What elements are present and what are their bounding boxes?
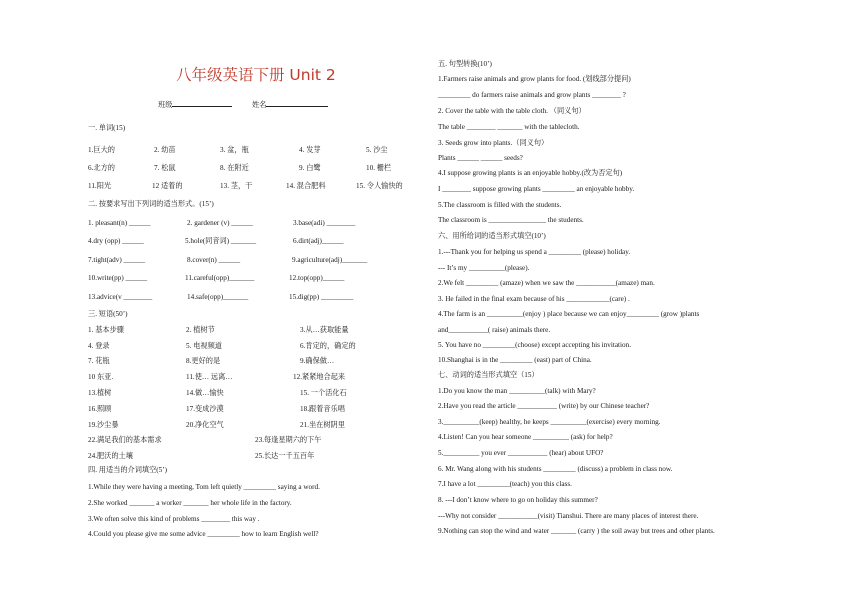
phrase-item: 8.更好的是	[186, 357, 221, 365]
preposition-item: 4.Could you please give me some advice _________ how to learn English well?	[88, 530, 319, 538]
transform-item: 2. Cover the table with the table cloth. （同义句）	[438, 107, 586, 115]
phrase-item: 20.净化空气	[186, 421, 224, 429]
word-form-item: 9.agriculture(adj)_______	[292, 256, 368, 264]
section-5-title: 五. 句型转换(10’)	[438, 60, 492, 68]
transform-item: _________ do farmers raise animals and grow plants ________ ?	[438, 91, 626, 99]
word-fill-item: 3. He failed in the final exam because of his ____________(care) .	[438, 295, 630, 303]
transform-item: The classroom is ________________ the students.	[438, 216, 584, 224]
word-form-item: 8.cover(n) ______	[187, 256, 241, 264]
preposition-item: 2.She worked _______ a worker _______ her whole life in the factory.	[88, 499, 292, 507]
preposition-item: 3.We often solve this kind of problems ________ this way .	[88, 515, 260, 523]
vocab-item: 1.巨大的	[88, 146, 115, 154]
word-form-item: 3.base(adi) ________	[293, 219, 356, 227]
phrase-item: 11.使… 远离…	[186, 373, 233, 381]
verb-form-item: 4.Listen! Can you hear someone __________ (ask) for help?	[438, 433, 613, 441]
vocab-item: 4. 发芽	[299, 146, 321, 154]
phrase-item: 24.肥沃的土壤	[88, 452, 133, 460]
section-2-title: 二. 按要求写出下列词的适当形式。(15’)	[88, 200, 214, 208]
word-fill-item: 4.The farm is an __________(enjoy ) place because we can enjoy_________ (grow )plants	[438, 310, 700, 318]
transform-item: 5.The classroom is filled with the students.	[438, 201, 562, 209]
verb-form-item: 2.Have you read the article ___________ (write) by our Chinese teacher?	[438, 402, 650, 410]
phrase-item: 21.坐在树阴里	[300, 421, 345, 429]
transform-item: 1.Farmers raise animals and grow plants for food. (划线部分提问)	[438, 75, 631, 83]
word-form-item: 6.dirt(adj)______	[293, 237, 344, 245]
verb-form-item: 7.I have a lot _________(teach) you this class.	[438, 480, 572, 488]
word-form-item: 15.dig(pp) _________	[289, 293, 354, 301]
section-7-title: 七、动词的适当形式填空（15）	[438, 371, 539, 379]
section-3-title: 三. 短语(50’)	[88, 310, 128, 318]
phrase-item: 13.植树	[88, 389, 112, 397]
vocab-item: 10. 栅栏	[366, 164, 392, 172]
word-form-item: 5.hole(同音词) _______	[185, 237, 257, 245]
verb-form-item: 1.Do you know the man __________(talk) with Mary?	[438, 387, 596, 395]
phrase-item: 4. 登录	[88, 342, 110, 350]
vocab-item: 12 适着的	[152, 182, 183, 190]
word-form-item: 11.careful(opp)_______	[185, 274, 255, 282]
phrase-item: 25.长达一千五百年	[255, 452, 315, 460]
phrase-item: 23.每逢星期六的下午	[255, 436, 322, 444]
verb-form-item: ---Why not consider ___________(visit) Tianshui. There are many places of interest there.	[438, 512, 699, 520]
phrase-item: 16.照顾	[88, 405, 112, 413]
word-form-item: 2. gardener (v) ______	[187, 219, 253, 227]
name-field	[252, 99, 328, 110]
verb-form-item: 8. ---I don’t know where to go on holiday this summer?	[438, 496, 598, 504]
word-form-item: 12.top(opp)______	[289, 274, 345, 282]
vocab-item: 11.阳光	[88, 182, 112, 190]
name-blank[interactable]	[266, 99, 328, 107]
word-fill-item: 5. You have no _________(choose) except accepting his invitation.	[438, 341, 632, 349]
vocab-item: 3. 盆，瓶	[220, 146, 249, 154]
transform-item: 3. Seeds grow into plants.（同义句）	[438, 139, 549, 147]
vocab-item: 13. 茎，干	[220, 182, 253, 190]
phrase-item: 7. 花瓶	[88, 357, 110, 365]
word-fill-item: and___________( raise) animals there.	[438, 326, 551, 334]
verb-form-item: 9.Nothing can stop the wind and water _______ (carry ) the soil away but trees and other plants.	[438, 527, 715, 535]
phrase-item: 1. 基本步骤	[88, 326, 124, 334]
phrase-item: 3.从…获取能量	[300, 326, 349, 334]
phrase-item: 17.变成沙漠	[186, 405, 224, 413]
section-6-title: 六、用所给词的适当形式填空(10’)	[438, 232, 546, 240]
phrase-item: 2. 植树节	[186, 326, 215, 334]
section-4-title: 四. 用适当的介词填空(5’)	[88, 466, 168, 474]
word-form-item: 14.safe(opp)_______	[187, 293, 249, 301]
vocab-item: 5. 沙尘	[366, 146, 388, 154]
transform-item: The table ________ _______ with the tablecloth.	[438, 123, 580, 131]
transform-item: 4.I suppose growing plants is an enjoyable hobby.(改为否定句)	[438, 169, 623, 177]
class-blank[interactable]	[172, 99, 232, 107]
phrase-item: 19.沙尘暴	[88, 421, 119, 429]
word-form-item: 7.tight(adv) ______	[88, 256, 146, 264]
word-form-item: 10.write(pp) ______	[88, 274, 148, 282]
word-fill-item: 2.We felt _________ (amaze) when we saw the ___________(amaze) man.	[438, 279, 655, 287]
phrase-item: 10 东亚.	[88, 373, 114, 381]
phrase-item: 5. 电视频道	[186, 342, 222, 350]
vocab-item: 15. 令人愉快的	[356, 182, 403, 190]
name-label: 姓名	[252, 101, 267, 109]
word-fill-item: 1.---Thank you for helping us spend a _________ (please) holiday.	[438, 248, 631, 256]
vocab-item: 14. 混合肥料	[286, 182, 326, 190]
phrase-item: 18.跟着音乐唱	[300, 405, 345, 413]
vocab-item: 6.北方的	[88, 164, 115, 172]
class-field	[158, 99, 232, 110]
verb-form-item: 3.__________(keep) healthy, he keeps __________(exercise) every morning.	[438, 418, 661, 426]
section-1-title: 一. 单词(15)	[88, 124, 126, 132]
word-fill-item: --- It’s my __________(please).	[438, 264, 530, 272]
word-fill-item: 10.Shanghai is in the _________ (east) part of China.	[438, 356, 592, 364]
page-title: 八年级英语下册 Unit 2	[176, 66, 336, 84]
vocab-item: 9. 白鹭	[299, 164, 321, 172]
phrase-item: 22.满足我们的基本需求	[88, 436, 162, 444]
vocab-item: 2. 幼苗	[154, 146, 176, 154]
verb-form-item: 6. Mr. Wang along with his students _________ (discuss) a problem in class now.	[438, 465, 673, 473]
phrase-item: 15. 一个活化石	[300, 389, 347, 397]
vocab-item: 7. 松鼠	[154, 164, 176, 172]
word-form-item: 1. pleasant(n) ______	[88, 219, 151, 227]
phrase-item: 9.确保做…	[300, 357, 335, 365]
vocab-item: 8. 在附近	[220, 164, 249, 172]
phrase-item: 14.做…愉快	[186, 389, 224, 397]
transform-item: I ________ suppose growing plants _________ an enjoyable hobby.	[438, 185, 635, 193]
word-form-item: 13.advice(v ________	[88, 293, 153, 301]
preposition-item: 1.While they were having a meeting, Tom left quietly _________ saying a word.	[88, 483, 320, 491]
class-label: 班级	[158, 101, 173, 109]
word-form-item: 4.dry (opp) ______	[88, 237, 144, 245]
phrase-item: 6.肯定的，确定的	[300, 342, 356, 350]
verb-form-item: 5.__________ you ever ___________ (hear) about UFO?	[438, 449, 604, 457]
transform-item: Plants ______ ______ seeds?	[438, 154, 523, 162]
phrase-item: 12.紧紧地合起来	[293, 373, 346, 381]
